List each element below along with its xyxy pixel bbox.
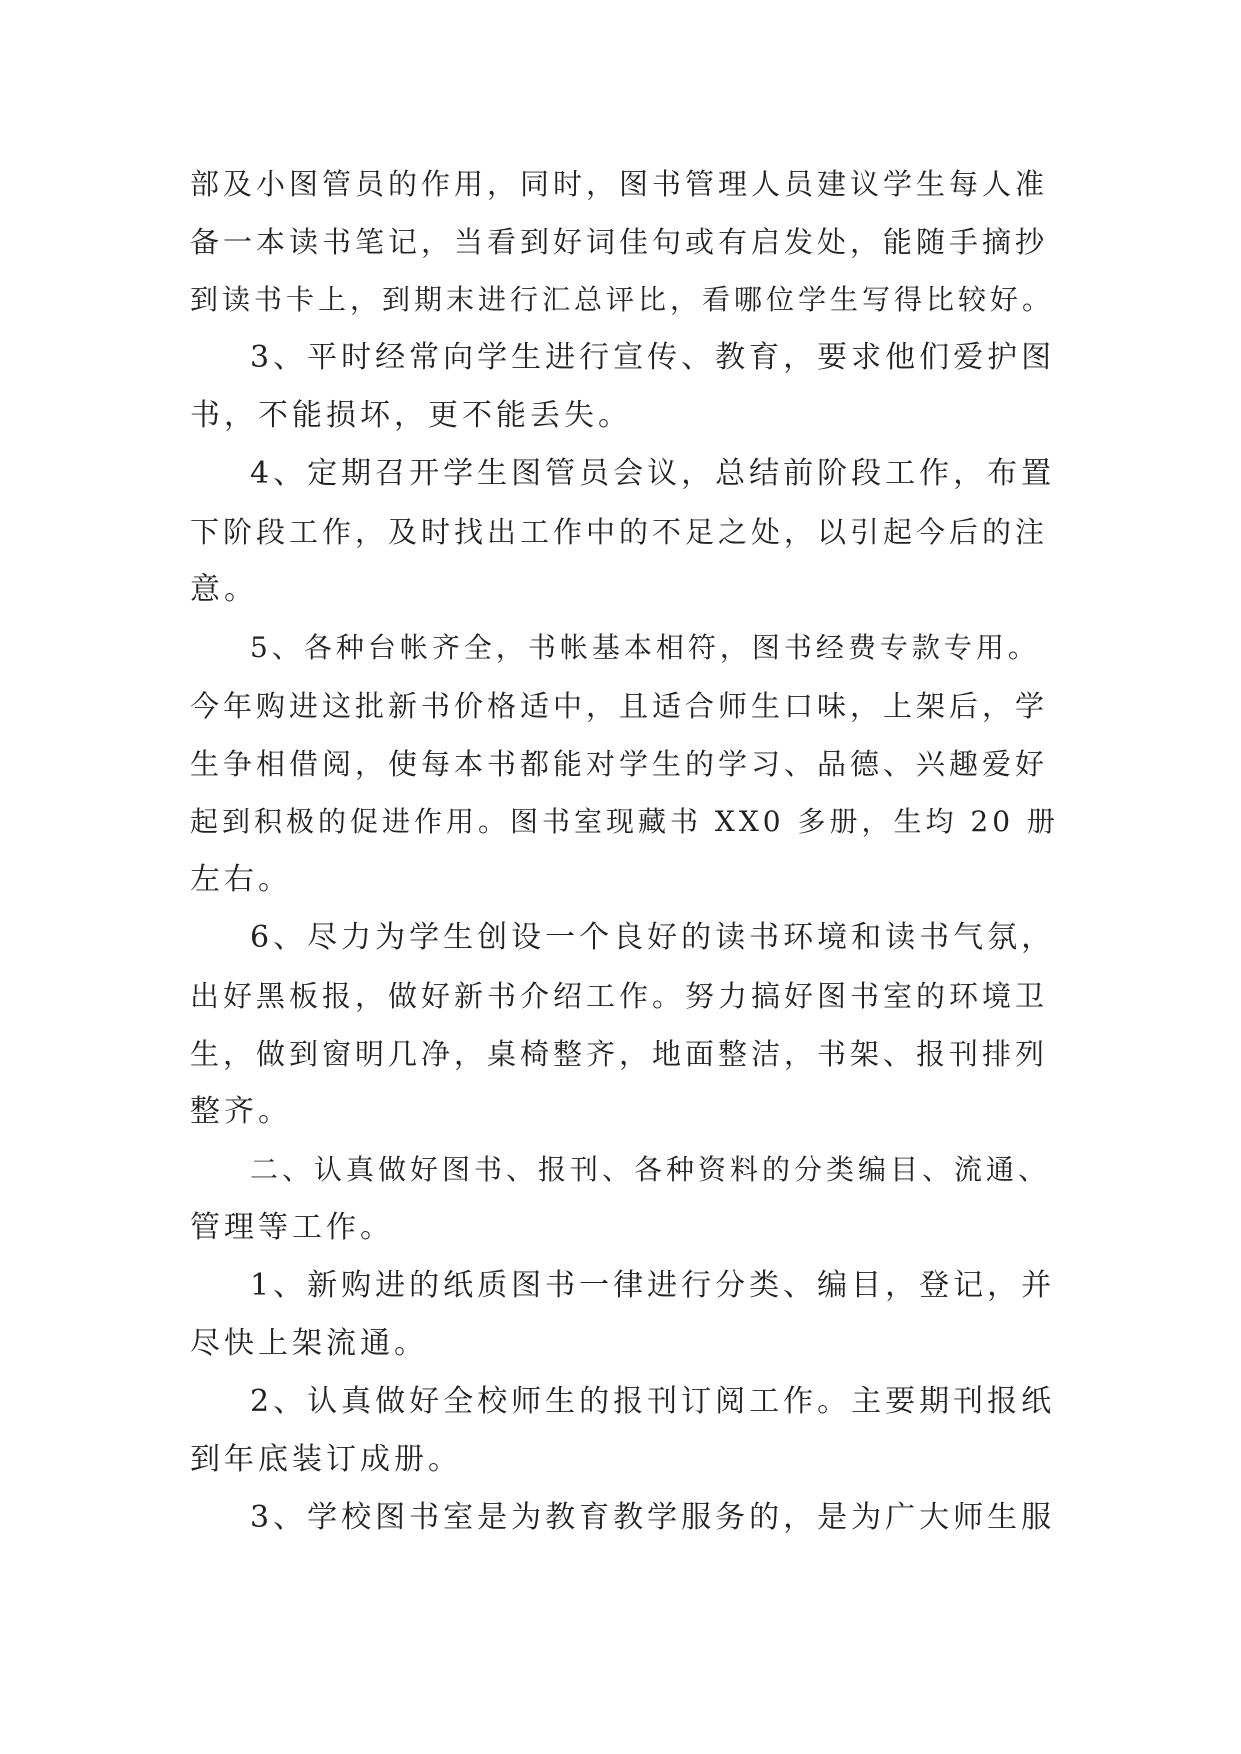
text-line: 下阶段工作，及时找出工作中的不足之处，以引起今后的注: [190, 515, 1049, 549]
text-line: 管理等工作。: [190, 1210, 394, 1245]
text-line: 整齐。: [190, 1094, 292, 1129]
text-line: 二、认真做好图书、报刊、各种资料的分类编目、流通、: [250, 1153, 1051, 1186]
text-line: 尽快上架流通。: [190, 1326, 428, 1361]
text-line: 左右。: [190, 862, 292, 897]
text-line: 6、尽力为学生创设一个良好的读书环境和读书气氛，: [250, 920, 1056, 955]
text-line: 1、新购进的纸质图书一律进行分类、编目，登记，并: [250, 1268, 1056, 1303]
document-body: [190, 155, 1060, 1547]
text-line: 书，不能损坏，更不能丢失。: [190, 398, 632, 433]
text-line: 5、各种台帐齐全，书帐基本相符，图书经费专款专用。: [250, 631, 1040, 664]
text-line: 生争相借阅，使每本书都能对学生的学习、品德、兴趣爱好: [190, 747, 1049, 781]
text-line: 出好黑板报，做好新书介绍工作。努力搞好图书室的环境卫: [190, 979, 1049, 1013]
text-line: 部及小图管员的作用，同时，图书管理人员建议学生每人准: [190, 167, 1049, 201]
text-line: 生，做到窗明几净，桌椅整齐，地面整洁，书架、报刊排列: [190, 1037, 1049, 1071]
text-line: 2、认真做好全校师生的报刊订阅工作。主要期刊报纸: [250, 1384, 1056, 1419]
text-line: 起到积极的促进作用。图书室现藏书 XX0 多册，生均 20 册: [190, 805, 1059, 838]
text-line: 意。: [190, 572, 258, 607]
text-line: 到年底装订成册。: [190, 1442, 462, 1477]
text-line: 备一本读书笔记，当看到好词佳句或有启发处，能随手摘抄: [190, 225, 1049, 259]
text-line: 3、学校图书室是为教育教学服务的，是为广大师生服: [250, 1500, 1056, 1535]
text-line: 到读书卡上，到期末进行汇总评比，看哪位学生写得比较好。: [190, 283, 1055, 316]
text-line: 4、定期召开学生图管员会议，总结前阶段工作，布置: [250, 456, 1056, 491]
text-line: 3、平时经常向学生进行宣传、教育，要求他们爱护图: [250, 340, 1056, 375]
text-line: 今年购进这批新书价格适中，且适合师生口味，上架后，学: [190, 689, 1049, 723]
